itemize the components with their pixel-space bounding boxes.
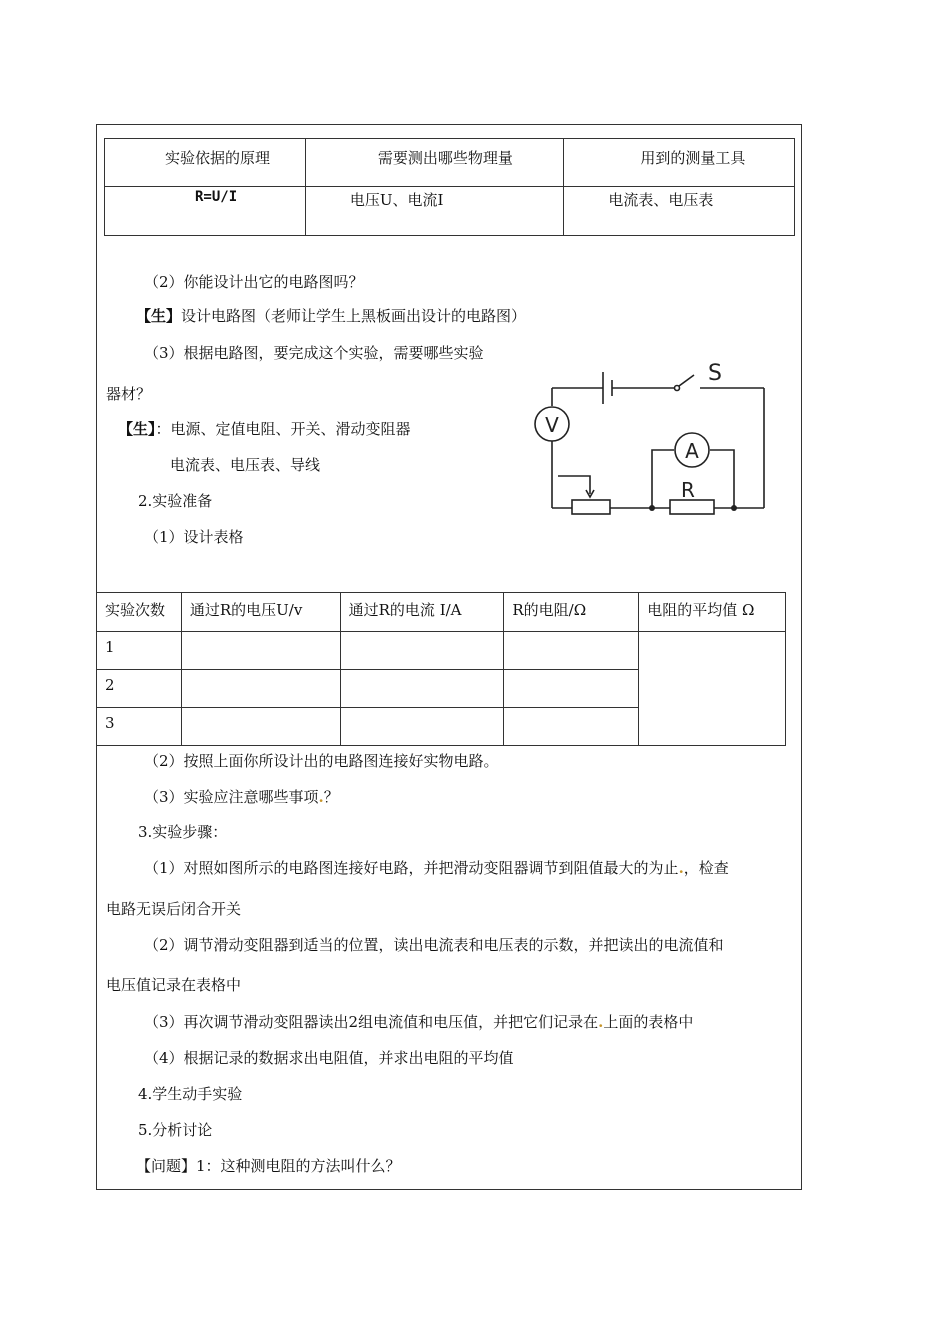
- quantities-value: 电压U、电流I: [305, 187, 564, 236]
- question-3-line1: （3）根据电路图，要完成这个实验，需要哪些实验: [144, 344, 484, 362]
- after-table-2-end: ？: [323, 788, 339, 806]
- average-cell: [639, 632, 786, 746]
- step-4: （4）根据记录的数据求出电阻值，并求出电阻的平均值: [144, 1049, 514, 1067]
- ammeter-label: A: [685, 439, 699, 463]
- step-1-end: ，检查: [683, 859, 729, 877]
- prep-step-1: （1）设计表格: [144, 528, 244, 546]
- table-cell: [181, 632, 340, 670]
- table-cell: [181, 708, 340, 746]
- circuit-diagram: [530, 356, 770, 518]
- edit-mark: .: [598, 1013, 604, 1031]
- col-header-resistance: R的电阻/Ω: [504, 593, 639, 632]
- principle-header: 实验依据的原理: [105, 139, 306, 187]
- after-table-2: [144, 786, 339, 807]
- table-cell: [504, 670, 639, 708]
- col-header-average: 电阻的平均值 Ω: [639, 593, 786, 632]
- voltmeter-label: V: [545, 413, 559, 437]
- question-tag: 【问题】: [136, 1157, 197, 1175]
- table-cell: [340, 670, 504, 708]
- section-steps: 3.实验步骤：: [138, 823, 228, 841]
- question-3-line2: 器材？: [106, 385, 152, 403]
- table-cell: [340, 632, 504, 670]
- table-cell: [181, 670, 340, 708]
- step-3-text: （3）再次调节滑动变阻器读出2组电流值和电压值，并把它们记录在: [144, 1013, 599, 1031]
- after-table-1: （2）按照上面你所设计出的电路图连接好实物电路。: [144, 752, 499, 770]
- question-line: [136, 1155, 401, 1176]
- question-text: 1：这种测电阻的方法叫什么？: [196, 1157, 401, 1175]
- quantities-header: 需要测出哪些物理量: [305, 139, 564, 187]
- after-table-2-text: （3）实验应注意哪些事项: [144, 788, 319, 806]
- trial-number: 1: [97, 632, 182, 670]
- table-cell: [504, 708, 639, 746]
- edit-mark: .: [318, 788, 324, 806]
- section-discussion: 5.分析讨论: [138, 1121, 213, 1139]
- step-1-line1: [144, 857, 729, 878]
- section-prep: 2.实验准备: [138, 492, 213, 510]
- step-2-line2: 电压值记录在表格中: [106, 976, 242, 994]
- student-answer-1: [136, 305, 526, 326]
- student-answer-text: ：电源、定值电阻、开关、滑动变阻器: [155, 420, 411, 438]
- edit-mark: .: [678, 859, 684, 877]
- table-cell: [340, 708, 504, 746]
- switch-label: S: [708, 361, 722, 386]
- student-answer-2-cont: 电流表、电压表、导线: [170, 456, 321, 474]
- principle-table: [104, 138, 795, 236]
- trial-number: 3: [97, 708, 182, 746]
- student-answer-text: 设计电路图（老师让学生上黑板画出设计的电路图）: [181, 307, 527, 325]
- table-cell: [504, 632, 639, 670]
- section-experiment: 4.学生动手实验: [138, 1085, 243, 1103]
- student-answer-2: [118, 418, 411, 439]
- step-1-text: （1）对照如图所示的电路图连接好电路，并把滑动变阻器调节到阻值最大的为止: [144, 859, 679, 877]
- data-table: [96, 592, 786, 746]
- step-3: [144, 1011, 693, 1032]
- tools-value: 电流表、电压表: [564, 187, 795, 236]
- col-header-voltage: 通过R的电压U/v: [181, 593, 340, 632]
- col-header-current: 通过R的电流 I/A: [340, 593, 504, 632]
- step-3-end: 上面的表格中: [603, 1013, 694, 1031]
- step-1-line2: 电路无误后闭合开关: [106, 900, 242, 918]
- tools-header: 用到的测量工具: [564, 139, 795, 187]
- table-row: [97, 632, 786, 670]
- trial-number: 2: [97, 670, 182, 708]
- student-tag: 【生】: [118, 420, 156, 438]
- step-2-line1: （2）调节滑动变阻器到适当的位置，读出电流表和电压表的示数，并把读出的电流值和: [144, 936, 724, 954]
- junction-dot: [731, 505, 737, 511]
- col-header-trial: 实验次数: [97, 593, 182, 632]
- question-2: （2）你能设计出它的电路图吗？: [144, 273, 364, 291]
- student-tag: 【生】: [136, 307, 182, 325]
- resistor-label: R: [681, 478, 695, 502]
- principle-value: R=U/I: [105, 187, 306, 236]
- junction-dot: [649, 505, 655, 511]
